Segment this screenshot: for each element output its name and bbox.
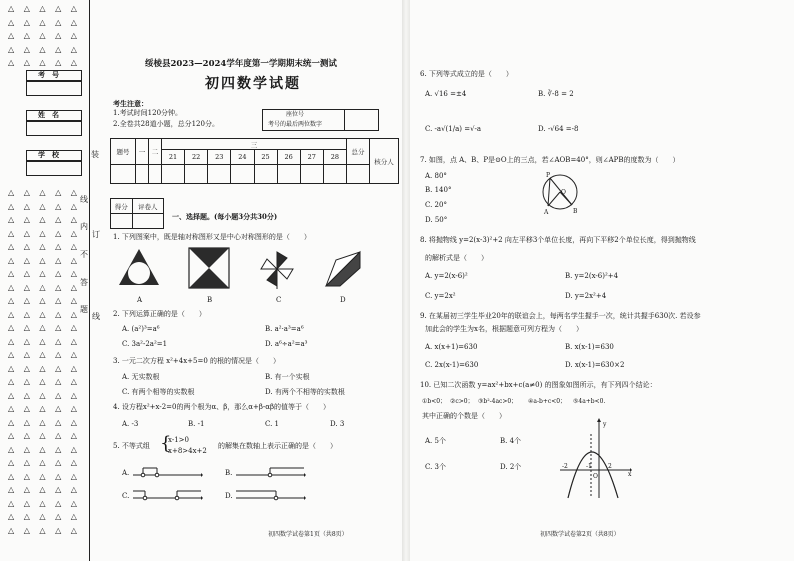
notice-line-2: 2.全卷共28道小题，总分120分。: [113, 120, 219, 128]
question-8-line-2: 的解析式是（ ）: [425, 254, 488, 262]
question-4: 4. 设方程x²+x-2=0的两个根为α、β，那么α+β-αβ的值等于（ ）: [113, 403, 331, 411]
q1-option-c[interactable]: C: [276, 296, 282, 304]
score-cell: [231, 165, 254, 184]
q5-option-a[interactable]: A.: [122, 469, 130, 477]
score-cell: [300, 165, 323, 184]
notice-line-1: 1.考试时间120分钟。: [113, 109, 183, 117]
question-2: 2. 下列运算正确的是（ ）: [113, 310, 206, 318]
q2-option-a[interactable]: A. (a²)³=a⁶: [122, 325, 160, 333]
triangle-pattern-bottom: △ △ △ △ △ △ △ △ △ △ △ △ △ △ △ △ △ △ △ △ △ △ △ △ △ △ △ △ △ △ △ △ △ △ △ △ △ △ △ △ △ △ △ △ △ △ △ △ △ △ △ △ △ △ △ △ △ △ △ △ △ △ △ △ △ △ △ △ △ △ △ △ △ △ △ △ △ △ △ △ △ △ △ △ △ △ △ △ △ △ △ △ △ △ △ △ △ △ △ △ △ △ △ △ △ △ △ △ △ △ △ △ △ △ △ △ △ △ △ △ △ △ △ △ △ △ △ △ △ △: [8, 188, 81, 535]
q1-option-a[interactable]: A: [137, 296, 143, 304]
question-1: 1. 下列图案中，既是轴对称图形又是中心对称图形的是（ ）: [113, 233, 311, 241]
binding-char-2: 线: [80, 195, 88, 204]
q4-option-c[interactable]: C. 1: [265, 420, 280, 428]
grade-mini-table: [110, 198, 164, 229]
q1-option-b[interactable]: B: [207, 296, 213, 304]
score-cell: [208, 165, 231, 184]
binding-line: [89, 0, 90, 561]
seat-label: 座位号: [286, 111, 305, 118]
grade-label: 得分: [111, 199, 133, 214]
question-8-line-1: 8. 将抛物线 y=2(x-3)²+2 向左平移3个单位长度，再向下平移2个单位长度，得到抛物线: [420, 236, 696, 244]
score-num: 26: [277, 150, 300, 165]
q10-item-2: ②c>0；: [450, 398, 474, 405]
school-field[interactable]: [26, 160, 82, 176]
score-num: 22: [185, 150, 208, 165]
binding-char-6: 题: [80, 305, 88, 314]
question-5-prefix: 5. 不等式组: [113, 442, 150, 450]
q10-item-4: ④a-b+c<0；: [528, 398, 567, 405]
q7-label-o: O: [561, 189, 566, 196]
page1-footer: 初四数学试卷第1页（共8页）: [268, 531, 348, 538]
score-col-2: 二: [149, 139, 162, 165]
seat-hint: 考号的最后两位数字: [268, 121, 323, 128]
score-num: 21: [162, 150, 185, 165]
binding-char-5: 答: [80, 278, 88, 287]
score-cell: [347, 165, 370, 184]
q6-option-d[interactable]: D. -√64 =-8: [538, 125, 579, 133]
q1-option-d[interactable]: D: [340, 296, 346, 304]
question-10-ask: 其中正确的个数是（ ）: [422, 412, 506, 420]
q10-tick-neg1: -1: [586, 463, 592, 470]
q6-option-c[interactable]: C. -a√(1/a) =√-a: [425, 125, 482, 133]
binding-char-4: 不: [80, 250, 88, 259]
q10-option-a[interactable]: A. 5个: [425, 437, 446, 445]
exam-number-label: 考 号: [38, 70, 59, 79]
question-7: 7. 如图，点 A、B、P是⊙O上的三点，若∠AOB=40°，则∠APB的度数为（ ）: [420, 156, 680, 164]
q2-option-b[interactable]: B. a²·a³=a⁶: [265, 325, 304, 333]
q5-option-d[interactable]: D.: [225, 492, 233, 500]
q4-option-a[interactable]: A. -3: [122, 420, 139, 428]
name-field[interactable]: [26, 120, 82, 136]
q6-option-a[interactable]: A. √16 =±4: [425, 90, 467, 98]
score-cell: [136, 165, 149, 184]
q2-option-d[interactable]: D. a⁶÷a²=a³: [265, 340, 308, 348]
q9-option-d[interactable]: D. x(x-1)=630×2: [565, 361, 625, 369]
q10-option-b[interactable]: B. 4个: [500, 437, 522, 445]
q10-origin: O: [593, 473, 598, 480]
page-fold: [402, 0, 410, 561]
score-cell: [277, 165, 300, 184]
score-cell: [323, 165, 346, 184]
q3-option-d[interactable]: D. 有两个不相等的实数根: [265, 388, 345, 396]
q5-option-b[interactable]: B.: [225, 469, 233, 477]
score-col-1: 一: [136, 139, 149, 165]
q1-figure-d: [322, 248, 364, 290]
q3-option-c[interactable]: C. 有两个相等的实数根: [122, 388, 195, 396]
q10-tick-neg2: -2: [562, 463, 568, 470]
q5-system-line-1: x-1>0: [168, 436, 189, 444]
q5-system-line-2: x+8>4x+2: [168, 447, 207, 455]
q9-option-c[interactable]: C. 2x(x-1)=630: [425, 361, 479, 369]
q10-tick-2: 2: [608, 463, 612, 470]
question-5-suffix: 的解集在数轴上表示正确的是（ ）: [218, 442, 337, 450]
q7-label-p: P: [546, 172, 551, 179]
exam-header: 绥棱县2023—2024学年度第一学期期末统一测试: [145, 59, 337, 69]
q7-label-a: A: [544, 209, 549, 216]
q1-figure-b: [188, 247, 230, 289]
binding-char-1: 装: [91, 150, 99, 159]
score-num: 24: [231, 150, 254, 165]
q7-option-d[interactable]: D. 50°: [425, 216, 448, 224]
q5-numberline-c: [133, 488, 203, 504]
score-cell: [185, 165, 208, 184]
triangle-pattern-top: △ △ △ △ △ △ △ △ △ △ △ △ △ △ △ △ △ △ △ △ △ △ △ △ △: [8, 4, 81, 67]
q7-option-c[interactable]: C. 20°: [425, 201, 447, 209]
q10-item-3: ③b²-4ac>0；: [478, 398, 518, 405]
grader-label: 评卷人: [132, 199, 164, 214]
q8-option-a[interactable]: A. y=2(x-6)²: [425, 272, 468, 280]
q7-label-b: B: [573, 208, 578, 215]
question-9-line-2: 加此会的学生为x名，根据题意可列方程为（ ）: [425, 325, 583, 333]
q10-option-d[interactable]: D. 2个: [500, 463, 522, 471]
q5-brace: {: [160, 433, 172, 454]
section-title: 一、选择题。(每小题3分共30分): [172, 212, 278, 221]
q4-option-b[interactable]: B. -1: [188, 420, 205, 428]
q3-option-a[interactable]: A. 无实数根: [122, 373, 160, 381]
q7-option-b[interactable]: B. 140°: [425, 186, 452, 194]
exam-title: 初四数学试题: [205, 76, 301, 92]
score-table: [110, 138, 399, 184]
score-num: 23: [208, 150, 231, 165]
q10-axis-x: x: [628, 471, 632, 478]
score-group-label: 三: [162, 139, 347, 150]
q4-option-d[interactable]: D. 3: [330, 420, 345, 428]
score-cell: [111, 165, 136, 184]
q3-option-b[interactable]: B. 有一个实根: [265, 373, 310, 381]
question-10: 10. 已知二次函数 y=ax²+bx+c(a≠0) 的图象如图所示，有下列四个结论：: [420, 381, 657, 389]
q2-option-c[interactable]: C. 3a²-2a²=1: [122, 340, 168, 348]
name-label: 姓 名: [38, 110, 59, 119]
question-9-line-1: 9. 在某届初三学生毕业20年的联谊会上，每两名学生握手一次，统计共握手630次. 若设参: [420, 312, 701, 320]
q1-figure-a: [117, 247, 161, 289]
question-3: 3. 一元二次方程 x²+4x+5=0 的根的情况是（ ）: [113, 357, 281, 365]
q9-option-a[interactable]: A. x(x+1)=630: [425, 343, 478, 351]
score-cell: [162, 165, 185, 184]
q5-numberline-a: [133, 465, 203, 481]
seat-divider: [344, 109, 345, 130]
q10-item-5: ⑤4a+b<0.: [573, 398, 606, 405]
q1-figure-c: [255, 248, 299, 290]
binding-char-7: 线: [92, 312, 100, 321]
q5-numberline-b: [236, 465, 306, 481]
q10-item-1: ①b<0；: [422, 398, 447, 405]
q5-numberline-d: [236, 488, 306, 504]
score-grader: 核分人: [370, 139, 399, 184]
q10-parabola-figure: [558, 418, 632, 500]
q9-option-b[interactable]: B. x(x-1)=630: [565, 343, 614, 351]
score-total: 总分: [347, 139, 370, 165]
score-cell: [254, 165, 277, 184]
question-6: 6. 下列等式成立的是（ ）: [420, 70, 513, 78]
score-num: 27: [300, 150, 323, 165]
q7-option-a[interactable]: A. 80°: [425, 172, 447, 180]
binding-char-3: 内: [80, 222, 88, 231]
q5-option-c[interactable]: C.: [122, 492, 130, 500]
score-cell: [149, 165, 162, 184]
q8-option-c[interactable]: C. y=2x²: [425, 292, 456, 300]
q8-option-b[interactable]: B. y=2(x-6)²+4: [565, 272, 619, 280]
grade-cell: [111, 214, 133, 229]
notice-title: 考生注意：: [113, 99, 148, 108]
q6-option-b[interactable]: B. ∛-8 = 2: [538, 90, 574, 98]
q10-option-c[interactable]: C. 3个: [425, 463, 447, 471]
q10-axis-y: y: [603, 421, 607, 428]
score-num: 28: [323, 150, 346, 165]
score-row-label: 题号: [111, 139, 136, 165]
school-label: 学 校: [38, 150, 59, 159]
page2-footer: 初四数学试卷第2页（共8页）: [540, 531, 620, 538]
grade-cell: [132, 214, 164, 229]
exam-number-field[interactable]: [26, 80, 82, 96]
binding-char-8: 订: [92, 230, 100, 239]
score-num: 25: [254, 150, 277, 165]
q8-option-d[interactable]: D. y=2x²+4: [565, 292, 607, 300]
